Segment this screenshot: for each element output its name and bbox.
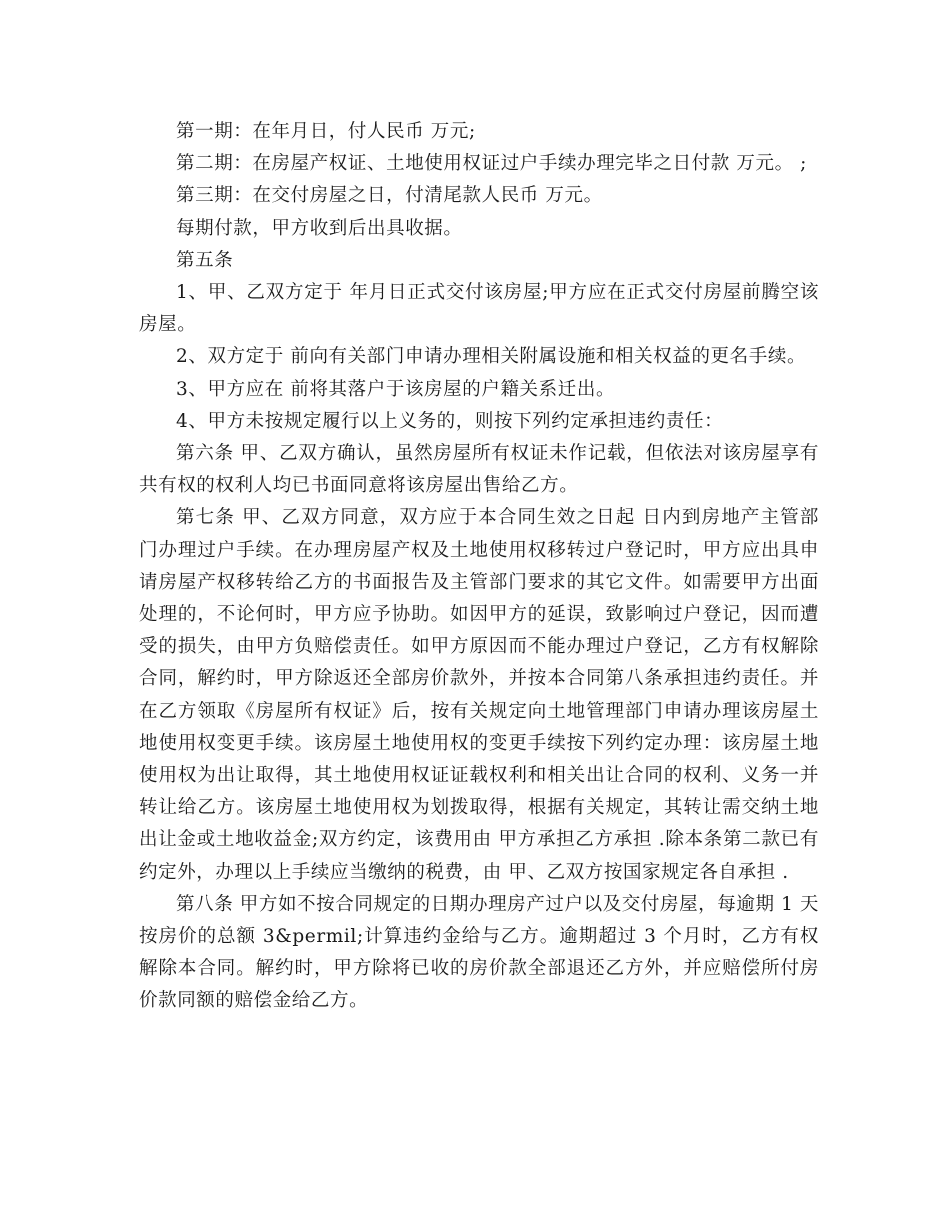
article-7: 第七条 甲、乙双方同意，双方应于本合同生效之日起 日内到房地产主管部门办理过户手续。在办理房屋产权及土地使用权移转过户登记时，甲方应出具申请房屋产权移转给乙方的书面报告及主管部门要求的其它文件。如需要甲方出面处理的，不论何时，甲方应予协助。如因甲方的延误，致影响过户登记，因而遭受的损失，由甲方负赔偿责任。如甲方原因而不能办理过户登记，乙方有权解除合同，解约时，甲方除返还全部房价款外，并按本合同第八条承担违约责任。并在乙方领取《房屋所有权证》后，按有关规定向土地管理部门申请办理该房屋土地使用权变更手续。该房屋土地使用权的变更手续按下列约定办理：该房屋土地使用权为出让取得，其土地使用权证证载权利和相关出让合同的权利、义务一并转让给乙方。该房屋土地使用权为划拨取得，根据有关规定，其转让需交纳土地出让金或土地收益金;双方约定，该费用由 甲方承担乙方承担 .除本条第二款已有约定外，办理以上手续应当缴纳的税费，由 甲、乙双方按国家规定各自承担 . xyxy=(139,507,819,883)
article-5-item-1: 1、甲、乙双方定于 年月日正式交付该房屋;甲方应在正式交付房屋前腾空该房屋。 xyxy=(139,282,819,336)
paragraph-payment-phase-2: 第二期：在房屋产权证、土地使用权证过户手续办理完毕之日付款 万元。 ; xyxy=(176,153,807,175)
article-5-item-2: 2、双方定于 前向有关部门申请办理相关附属设施和相关权益的更名手续。 xyxy=(176,346,807,368)
article-5-item-3: 3、甲方应在 前将其落户于该房屋的户籍关系迁出。 xyxy=(176,378,616,400)
article-5-item-4: 4、甲方未按规定履行以上义务的，则按下列约定承担违约责任： xyxy=(176,410,724,432)
paragraph-payment-phase-1: 第一期：在年月日，付人民币 万元; xyxy=(176,121,476,142)
paragraph-payment-phase-3: 第三期：在交付房屋之日，付清尾款人民币 万元。 xyxy=(176,185,603,207)
article-5-heading: 第五条 xyxy=(176,249,234,271)
document-body xyxy=(139,116,819,1018)
paragraph-receipt: 每期付款，甲方收到后出具收据。 xyxy=(176,217,463,239)
article-6: 第六条 甲、乙双方确认，虽然房屋所有权证未作记载，但依法对该房屋享有共有权的权利人均已书面同意将该房屋出售给乙方。 xyxy=(139,443,819,497)
article-8: 第八条 甲方如不按合同规定的日期办理房产过户以及交付房屋，每逾期 1 天按房价的总额 3&permil;计算违约金给与乙方。逾期超过 3 个月时，乙方有权解除本合同。解约时，甲方除将已收的房价款全部退还乙方外，并应赔偿所付房价款同额的赔偿金给乙方。 xyxy=(139,893,820,1012)
